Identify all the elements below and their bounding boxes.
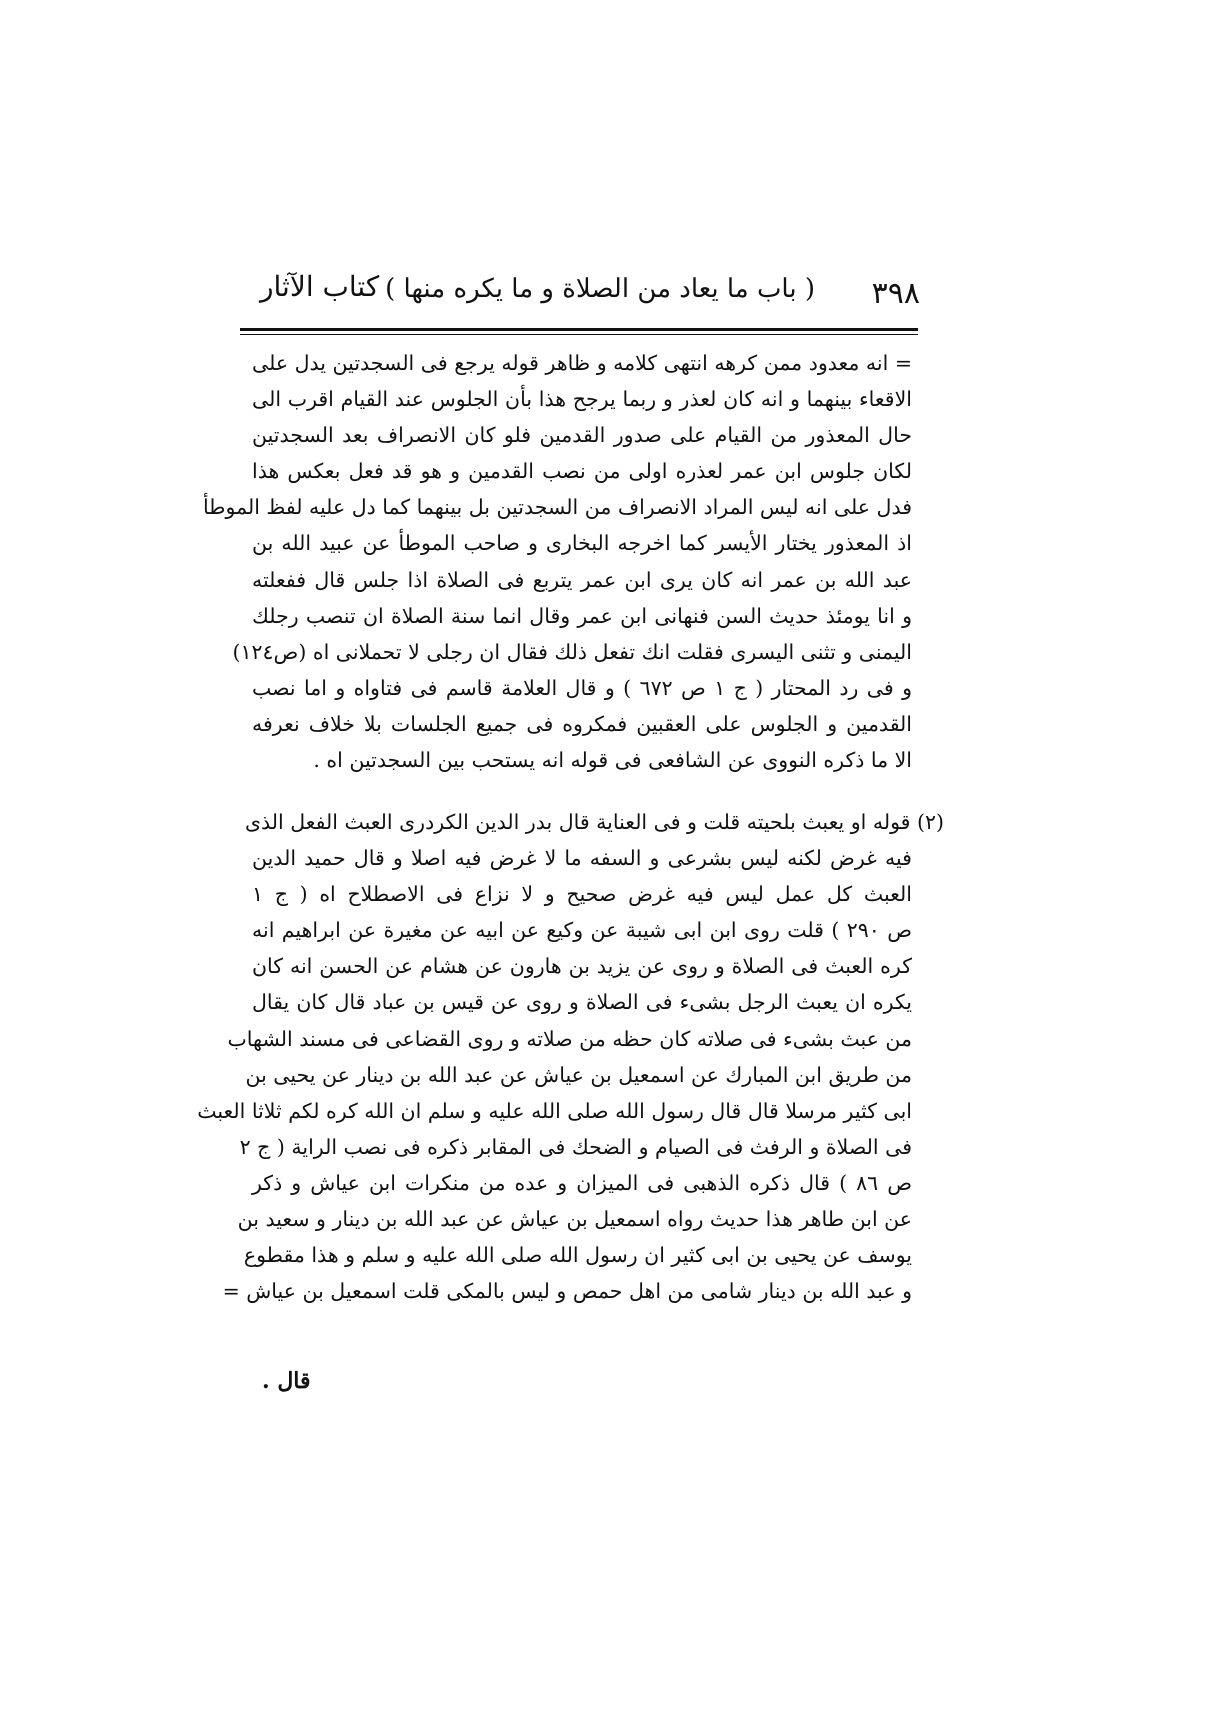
catchword: قال . [262, 1368, 311, 1394]
note-line: كره العبث فى الصلاة و روى عن يزيد بن هارون عن هشام عن الحسن انه كان [252, 954, 912, 979]
text-line: فدل على انه ليس المراد الانصراف من السجدتين بل بينهما كما دل عليه لفظ الموطأ [202, 495, 912, 520]
note-line: يكره ان يعبث الرجل بشىء فى الصلاة و روى عن قيس بن عباد قال كان يقال [252, 990, 912, 1015]
book-title: كتاب الآثار [260, 270, 380, 303]
note-line: (٢) قوله او يعبث بلحيته قلت و فى العناية قال بدر الدين الكردرى العبث الفعل الذى [244, 810, 944, 834]
text-line: الا ما ذكره النووى عن الشافعى فى قوله انه يستحب بين السجدتين اه . [313, 748, 912, 773]
text-line: و فى رد المحتار ( ج ١ ص ٦٧٢ ) و قال العلامة قاسم فى فتاواه و اما نصب [252, 675, 912, 700]
note-line: فى الصلاة و الرفث فى الصيام و الضحك فى المقابر ذكره فى نصب الراية ( ج ٢ [239, 1134, 912, 1159]
main-text [202, 345, 912, 778]
text-line: لكان جلوس ابن عمر لعذره اولى من نصب القدمين و هو قد فعل بعكس هذا [252, 459, 912, 484]
text-line: اليمنى و تثنى اليسرى فقلت انك تفعل ذلك فقال ان رجلى لا تحملانى اه (ص١٢٤) [232, 639, 912, 664]
text-line: و انا يومئذ حديث السن فنهانى ابن عمر وقال انما سنة الصلاة ان تنصب رجلك [252, 603, 912, 628]
note-line: عن ابن طاهر هذا حديث رواه اسمعيل بن عياش عن عبد الله بن دينار و سعيد بن [237, 1207, 912, 1232]
note-line: العبث كل عمل ليس فيه غرض صحيح و لا نزاع فى الاصطلاح اه ( ج ١ [252, 882, 912, 907]
text-line: عبد الله بن عمر انه كان يرى ابن عمر يتربع فى الصلاة اذا جلس قال ففعلته [252, 567, 912, 592]
text-line: القدمين و الجلوس على العقبين فمكروه فى جميع الجلسات بلا خلاف نعرفه [252, 711, 912, 736]
text-line: = انه معدود ممن كرهه انتهى كلامه و ظاهر قوله يرجع فى السجدتين يدل على [252, 351, 912, 375]
page-number: ٣٩٨ [871, 276, 920, 311]
header-rule-thick [240, 328, 918, 331]
text-line: اذ المعذور يختار الأيسر كما اخرجه البخارى و صاحب الموطأ عن عبيد الله بن [252, 531, 912, 556]
note-line: و عبد الله بن دينار شامى من اهل حمص و ليس بالمكى قلت اسمعيل بن عياش = [222, 1279, 912, 1304]
note-line: فيه غرض لكنه ليس بشرعى و السفه ما لا غرض فيه اصلا و قال حميد الدين [252, 846, 912, 871]
note-line: يوسف عن يحيى بن ابى كثير ان رسول الله صلى الله عليه و سلم و هذا مقطوع [243, 1243, 912, 1268]
note-line: من عبث بشىء فى صلاته كان حظه من صلاته و روى القضاعى فى مسند الشهاب [227, 1026, 912, 1051]
text-line: حال المعذور من القيام على صدور القدمين فلو كان الانصراف بعد السجدتين [252, 423, 912, 448]
header-rule-thin [240, 334, 918, 335]
note-line: ص ٢٩٠ ) قلت روى ابن ابى شيبة عن وكيع عن ابيه عن مغيرة عن ابراهيم انه [252, 918, 912, 943]
note-line: ص ٨٦ ) قال ذكره الذهبى فى الميزان و عده من منكرات ابن عياش و ذكر [252, 1170, 912, 1195]
text-line: الاقعاء بينهما و انه كان لعذر و ربما يرجح هذا بأن الجلوس عند القيام اقرب الى [252, 387, 912, 412]
note-line: ابى كثير مرسلا قال قال رسول الله صلى الله عليه و سلم ان الله كره لكم ثلاثا العبث [197, 1098, 912, 1123]
chapter-title: ( باب ما يعاد من الصلاة و ما يكره منها ) [385, 274, 815, 304]
page-header [240, 268, 920, 318]
footnote-text [197, 804, 944, 1309]
note-line: من طريق ابن المبارك عن اسمعيل بن عياش عن عبد الله بن دينار عن يحيى بن [245, 1062, 912, 1087]
